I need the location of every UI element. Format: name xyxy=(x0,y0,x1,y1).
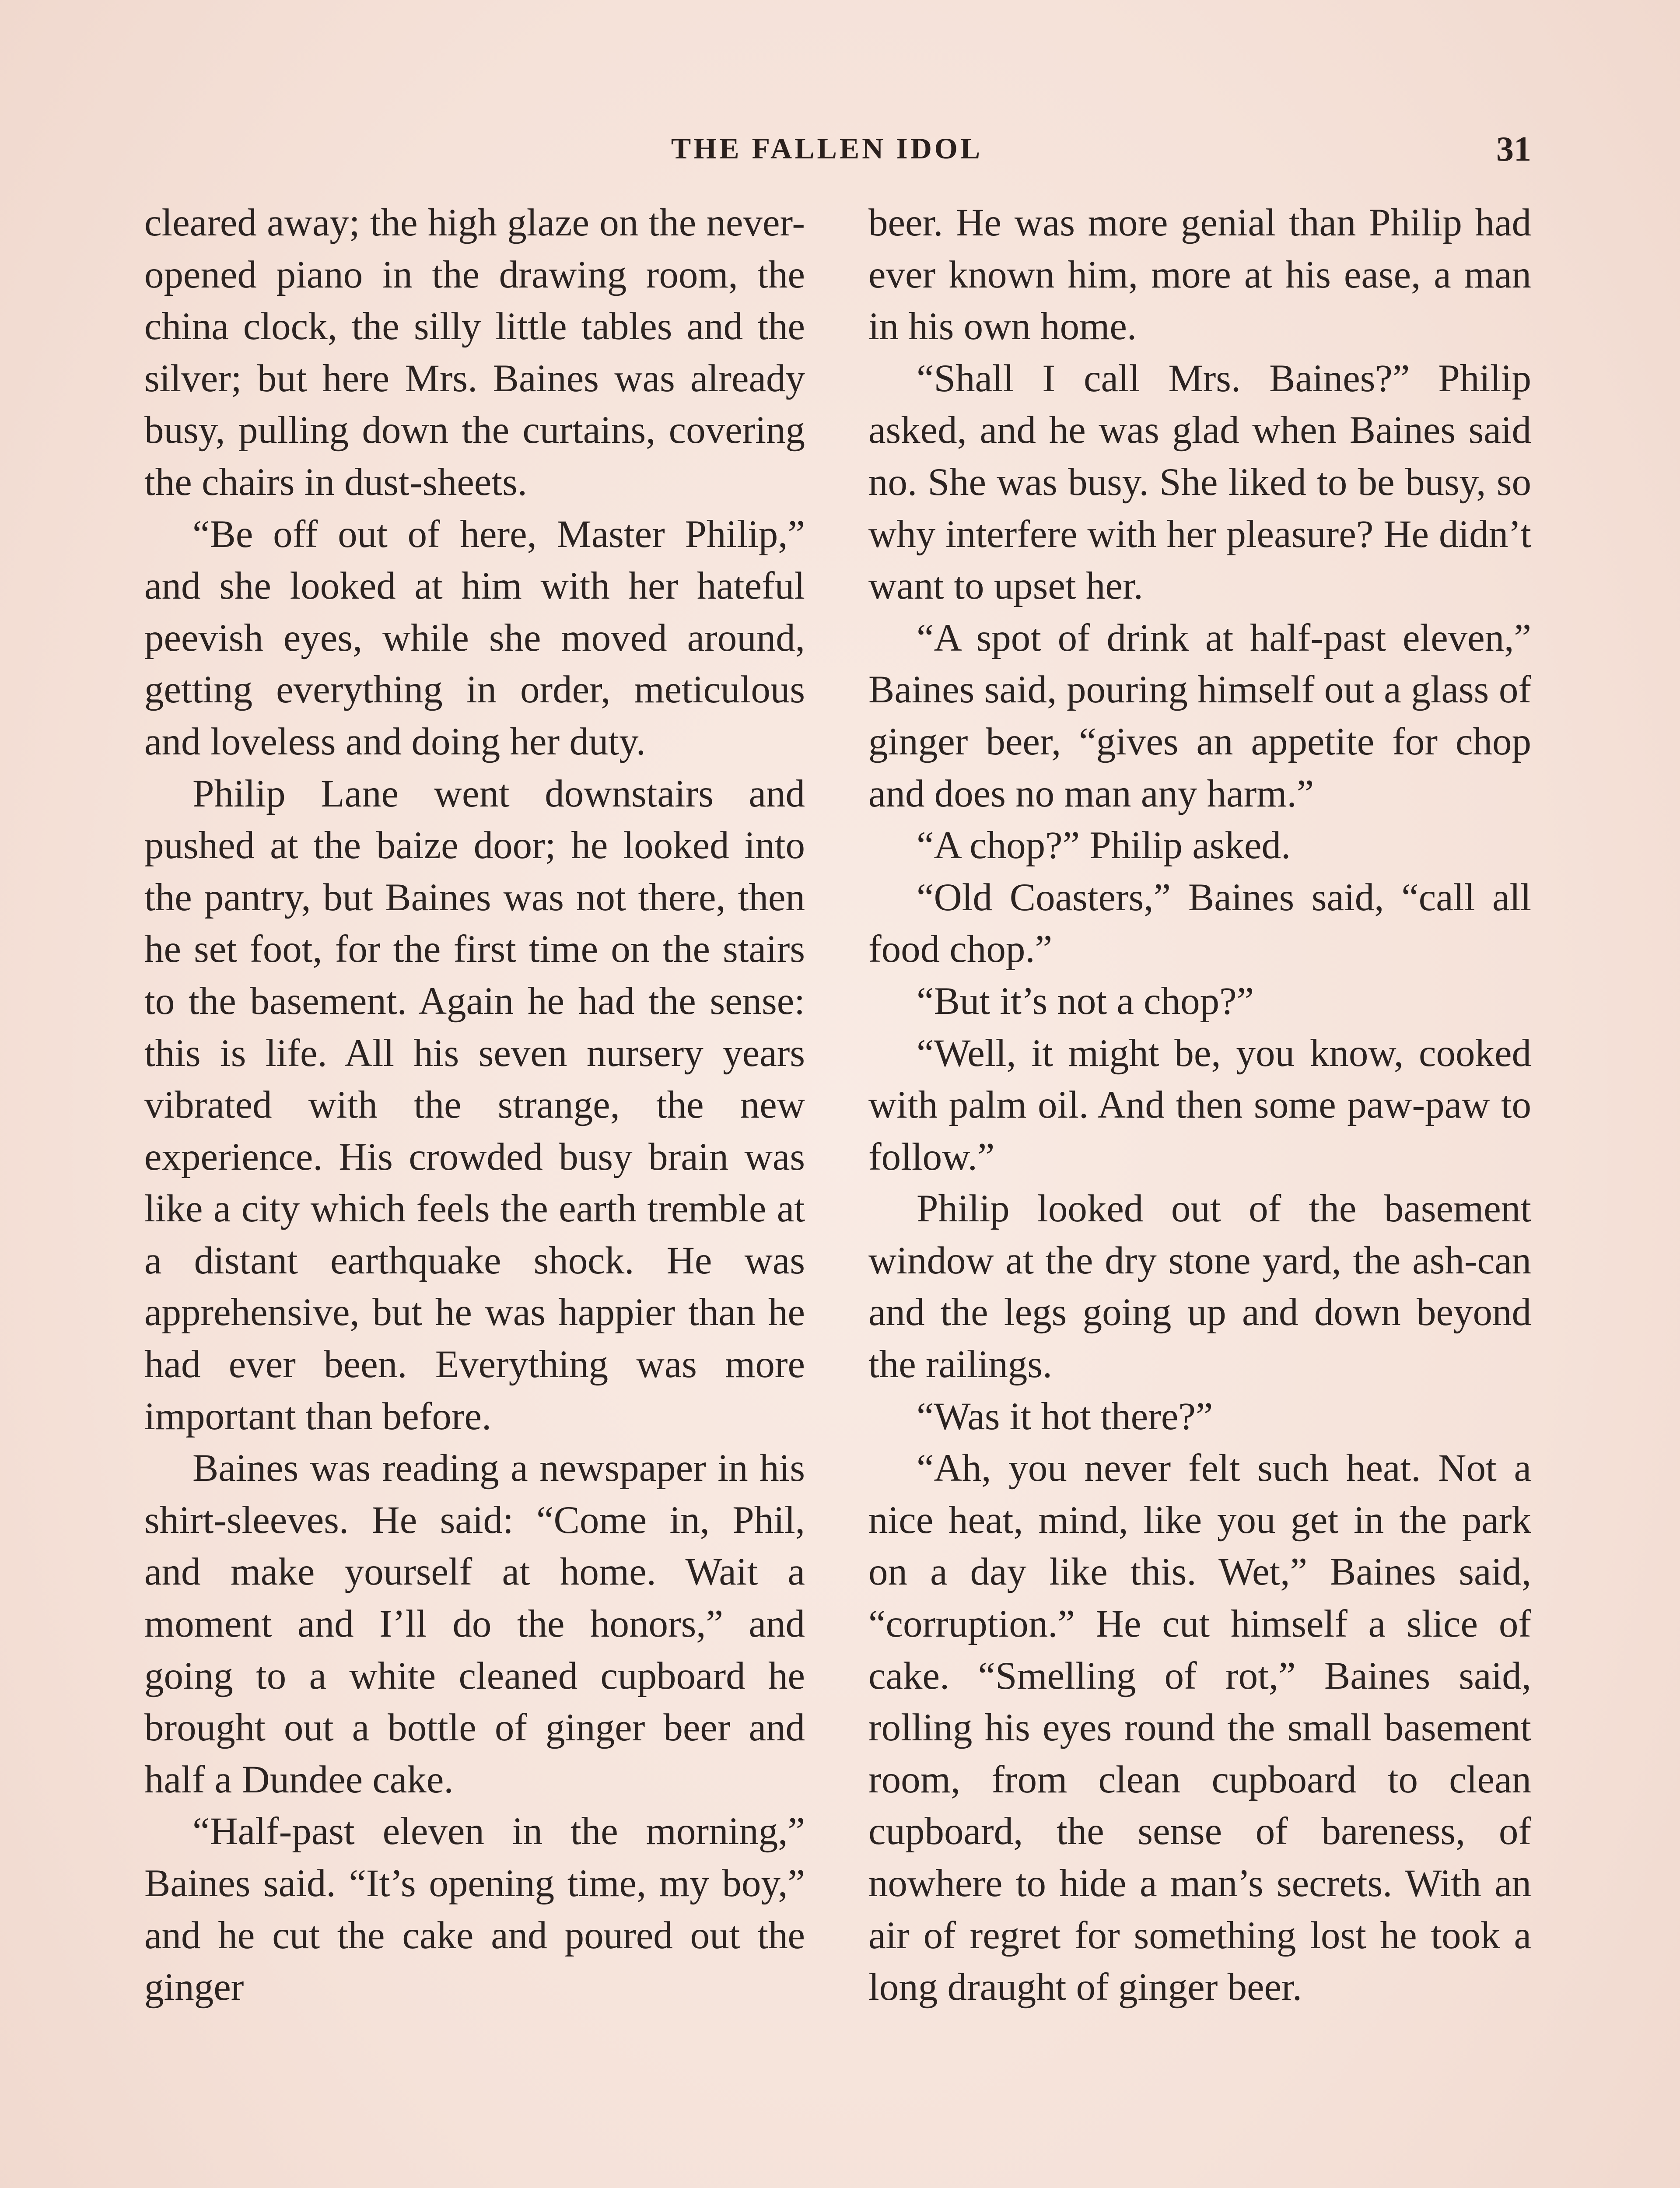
paragraph: “A chop?” Philip asked. xyxy=(917,824,1291,867)
paragraph: “Half-past eleven in the morning,” Baines said. “It’s opening time, my boy,” and he cut the cake and poured out the ginger xyxy=(144,1810,805,2009)
paragraph: Philip Lane went downstairs and pushed at the baize door; he looked into the pantry, but Baines was not there, then he set foot, for the first time on the stairs to the basement. Again he had the sense: this is life. All his seven nursery years vibrated with the strange, the new experience. His crowded busy brain was like a city which feels the earth tremble at a distant earthquake shock. He was apprehensive, but he was happier than he had ever been. Everything was more important than before. xyxy=(144,772,805,1438)
paragraph: “A spot of drink at half-past eleven,” Baines said, pouring himself out a glass of ginger beer, “gives an appetite for chop and does no man any harm.” xyxy=(868,616,1531,815)
paragraph: “Shall I call Mrs. Baines?” Philip asked, and he was glad when Baines said no. She was busy. She liked to be busy, so why interfere with her pleasure? He didn’t want to upset her. xyxy=(868,357,1531,608)
running-head: THE FALLEN IDOL xyxy=(671,132,983,165)
paragraph: Philip looked out of the basement window at the dry stone yard, the ash-can and the legs going up and down beyond the railings. xyxy=(868,1187,1531,1386)
right-column xyxy=(868,197,1531,2013)
left-column xyxy=(144,197,805,2013)
paragraph: “Old Coasters,” Baines said, “call all food chop.” xyxy=(868,876,1531,971)
paragraph: “Be off out of here, Master Philip,” and she looked at him with her hateful peevish eyes, while she moved around, getting everything in order, meticulous and loveless and doing her duty. xyxy=(144,512,805,763)
paragraph: “Well, it might be, you know, cooked with palm oil. And then some paw-paw to follow.” xyxy=(868,1031,1531,1178)
paragraph: beer. He was more genial than Philip had ever known him, more at his ease, a man in his own home. xyxy=(868,201,1531,348)
paragraph: “Was it hot there?” xyxy=(917,1395,1213,1438)
page-number: 31 xyxy=(1496,130,1531,168)
paragraph: “Ah, you never felt such heat. Not a nice heat, mind, like you get in the park on a day like this. Wet,” Baines said, “corruption.” He cut himself a slice of cake. “Smelling of rot,” Baines said, rolling his eyes round the small basement room, from clean cupboard to clean cupboard, the sense of bareness, of nowhere to hide a man’s secrets. With an air of regret for something lost he took a long draught of ginger beer. xyxy=(868,1447,1531,2009)
paragraph: “But it’s not a chop?” xyxy=(917,979,1254,1023)
paragraph: cleared away; the high glaze on the never-opened piano in the drawing room, the china clock, the silly little tables and the silver; but here Mrs. Baines was already busy, pulling down the curtains, covering the chairs in dust-sheets. xyxy=(144,201,805,504)
paragraph: Baines was reading a newspaper in his shirt-sleeves. He said: “Come in, Phil, and make yourself at home. Wait a moment and I’ll do the honors,” and going to a white cleaned cupboard he brought out a bottle of ginger beer and half a Dundee cake. xyxy=(144,1447,805,1801)
